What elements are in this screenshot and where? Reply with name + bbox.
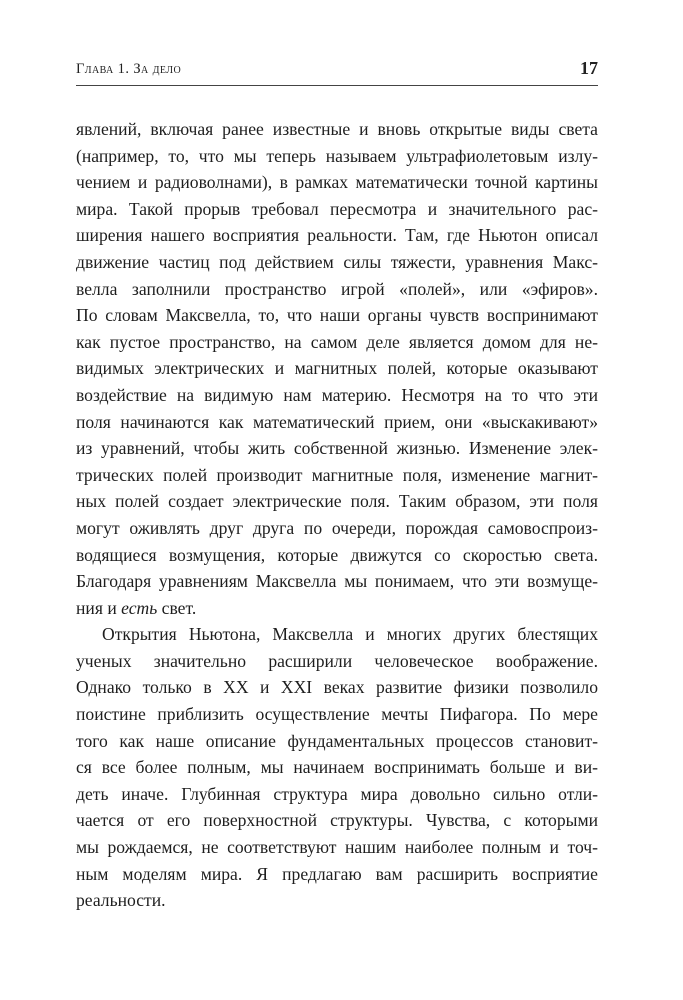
text-line: трических полей производит магнитные поля, изменение магнит-	[76, 464, 598, 485]
text-line: велла заполнили пространство игрой «полей», или «эфиров».	[76, 278, 598, 299]
text-line-last: реальности.	[76, 890, 166, 911]
text-line: чением и радиоволнами), в рамках математически точной картины	[76, 172, 598, 193]
text-line-last	[76, 595, 598, 622]
text-line: из уравнений, чтобы жить собственной жизнью. Изменение элек-	[76, 438, 598, 459]
text-line: водящиеся возмущения, которые движутся со скоростью света.	[76, 544, 598, 565]
text-line: деть иначе. Глубинная структура мира довольно сильно отли-	[76, 783, 598, 804]
text-line: (например, то, что мы теперь называем ультрафиолетовым излу-	[76, 145, 598, 166]
paragraph-1	[76, 116, 598, 621]
text-line: По словам Максвелла, то, что наши органы чувств воспринимают	[76, 305, 598, 326]
running-head	[76, 58, 598, 82]
text-segment: свет.	[157, 597, 197, 618]
page-number: 17	[580, 58, 598, 78]
text-line: Благодаря уравнениям Максвелла мы понимаем, что эти возмуще-	[76, 571, 598, 592]
chapter-title: Глава 1. За дело	[76, 61, 182, 77]
text-line: поля начинаются как математический прием, они «выскакивают»	[76, 411, 598, 432]
text-line: мы рождаемся, не соответствуют нашим наиболее полным и точ-	[76, 837, 598, 858]
text-line: ным моделям мира. Я предлагаю вам расширить восприятие	[76, 863, 598, 884]
text-segment: ния и	[76, 597, 122, 618]
text-line: как пустое пространство, на самом деле является домом для не-	[76, 331, 598, 352]
text-line: воздействие на видимую нам материю. Несмотря на то что эти	[76, 384, 598, 405]
text-line: Однако только в XX и XXI веках развитие физики позволило	[76, 677, 598, 698]
text-line: видимых электрических и магнитных полей, которые оказывают	[76, 358, 598, 379]
text-line: ся все более полным, мы начинаем воспринимать больше и ви-	[76, 757, 598, 778]
text-line: мира. Такой прорыв требовал пересмотра и значительного рас-	[76, 198, 598, 219]
emphasized-word: есть	[121, 597, 158, 618]
text-line: поистине приблизить осуществление мечты Пифагора. По мере	[76, 704, 598, 725]
text-line: чается от его поверхностной структуры. Чувства, с которыми	[76, 810, 598, 831]
text-line: ширения нашего восприятия реальности. Там, где Ньютон описал	[76, 225, 598, 246]
text-line: Открытия Ньютона, Максвелла и многих других блестящих	[102, 624, 598, 645]
text-line: ученых значительно расширили человеческое воображение.	[76, 650, 598, 671]
text-line: того как наше описание фундаментальных процессов становит-	[76, 730, 598, 751]
text-line: движение частиц под действием силы тяжести, уравнения Макс-	[76, 251, 598, 272]
header-rule	[76, 85, 598, 86]
paragraph-2	[76, 621, 598, 914]
text-line: ных полей создает электрические поля. Таким образом, эти поля	[76, 491, 598, 512]
text-line: могут оживлять друг друга по очереди, порождая самовоспроиз-	[76, 517, 598, 538]
text-line: явлений, включая ранее известные и вновь открытые виды света	[76, 119, 598, 139]
body-text	[76, 116, 598, 914]
